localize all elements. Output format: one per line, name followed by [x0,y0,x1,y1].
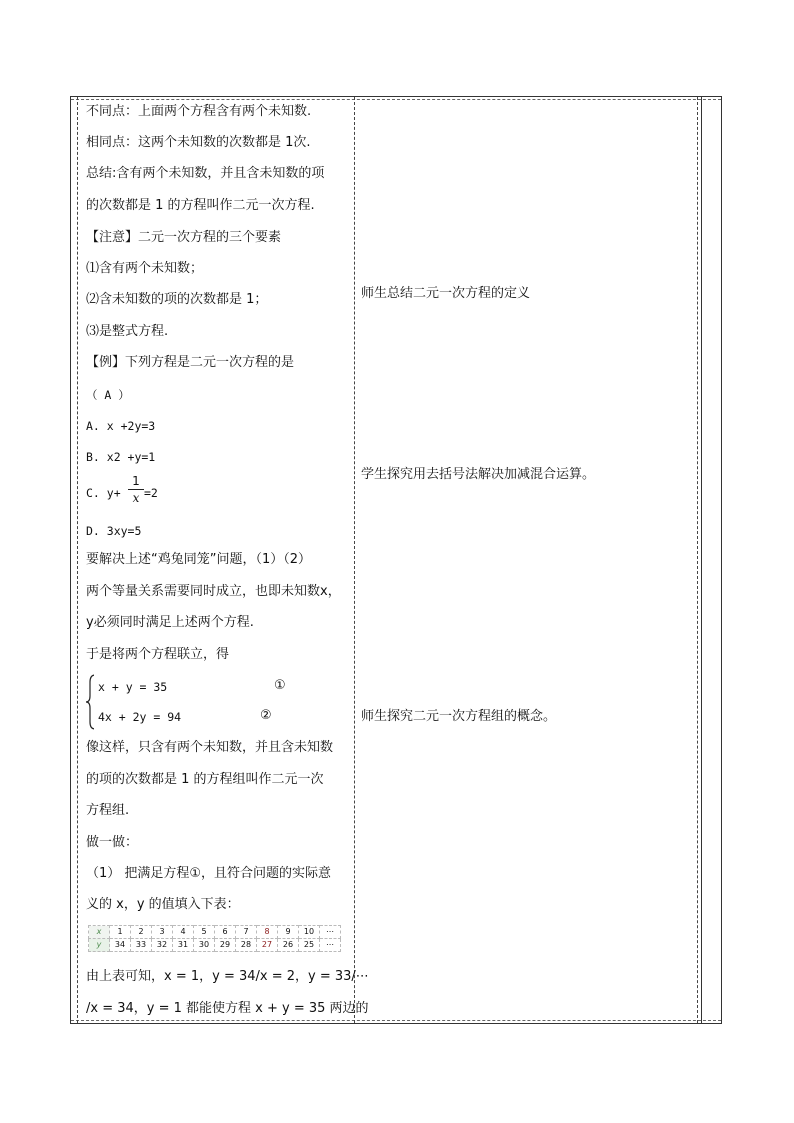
text-line: 相同点：这两个未知数的次数都是 1次. [86,135,311,150]
table-top-dashed-border [71,99,721,100]
activity-heading: 做一做： [86,835,139,850]
text-line: ⑵含未知数的项的次数都是 1； [86,292,268,307]
equation-1: x + y = 35 [98,680,168,694]
text-line: 像这样，只含有两个未知数，并且含未知数 [86,740,334,755]
table-cell: 29 [215,939,236,952]
fraction-denominator: x [132,491,140,505]
table-cell: 10 [299,926,320,939]
text-line: 总结:含有两个未知数，并且含未知数的项 [86,166,325,181]
right-column-divider [701,97,702,1023]
equation-2: 4x + 2y = 94 [98,710,182,724]
fraction-numerator: 1 [132,474,140,488]
table-row-x [89,926,341,939]
text-line: 义的 x，y 的值填入下表： [86,897,240,912]
text-line: /x = 34，y = 1 都能使方程 x + y = 35 两边的 [86,1001,369,1016]
text-line: 于是将两个方程联立，得 [86,647,230,662]
table-header-x: x [89,926,110,939]
text-line: 方程组. [86,803,130,818]
fraction-one-over-x [128,474,144,505]
text-line: 两个等量关系需要同时成立，也即未知数x， [86,584,341,599]
table-bottom-dashed-border [71,1020,721,1021]
table-cell: 1 [110,926,131,939]
activity-note: 师生总结二元一次方程的定义 [361,286,531,301]
text-line: （1） 把满足方程①，且符合问题的实际意 [86,866,332,881]
table-cell: 3 [152,926,173,939]
option-a: A. x +2y=3 [86,419,156,433]
text-line: y必须同时满足上述两个方程. [86,615,254,630]
table-cell: 32 [152,939,173,952]
table-cell: 6 [215,926,236,939]
option-b: B. x2 +y=1 [86,450,156,464]
table-cell: 25 [299,939,320,952]
note-heading: 【注意】二元一次方程的三个要素 [86,230,282,245]
table-cell: 33 [131,939,152,952]
text-line: 的项的次数都是 1 的方程组叫作二元一次 [86,772,324,787]
xy-values-table [88,925,341,952]
option-c-rhs: =2 [144,486,158,500]
table-cell: 5 [194,926,215,939]
equation-system-brace [86,674,94,730]
equation-2-marker: ② [260,708,272,723]
table-cell: 27 [257,939,278,952]
table-cell: 34 [110,939,131,952]
table-row-y [89,939,341,952]
text-line: 要解决上述“鸡兔同笼”问题，（1）（2） [86,552,312,567]
activity-note: 师生探究二元一次方程组的概念。 [361,709,557,724]
table-cell: 28 [236,939,257,952]
table-header-y: y [89,939,110,952]
right-inner-dashed-border [697,97,698,1023]
table-cell: 4 [173,926,194,939]
text-line: ⑴含有两个未知数； [86,261,204,276]
text-line: 的次数都是 1 的方程叫作二元一次方程. [86,198,315,213]
table-cell: 31 [173,939,194,952]
left-inner-dashed-border [77,97,78,1023]
table-cell: 2 [131,926,152,939]
option-d: D. 3xy=5 [86,524,142,538]
example-heading: 【例】下列方程是二元一次方程的是 [86,355,295,370]
table-cell: 8 [257,926,278,939]
activity-note: 学生探究用去括号法解决加减混合运算。 [361,467,596,482]
table-cell: 7 [236,926,257,939]
table-cell: 30 [194,939,215,952]
table-cell: 26 [278,939,299,952]
column-divider [354,97,355,1023]
text-line: ⑶是整式方程. [86,324,169,339]
text-line: 由上表可知，x = 1，y = 34/x = 2，y = 33/⋯ [86,969,369,984]
table-cell: 9 [278,926,299,939]
fraction-bar [128,489,144,490]
answer-blank: （ A ） [86,388,130,402]
text-line: 不同点：上面两个方程含有两个未知数. [86,104,312,119]
equation-1-marker: ① [274,678,286,693]
option-c: C. y+ [86,486,121,500]
table-cell: ⋯ [320,926,341,939]
table-cell: ⋯ [320,939,341,952]
